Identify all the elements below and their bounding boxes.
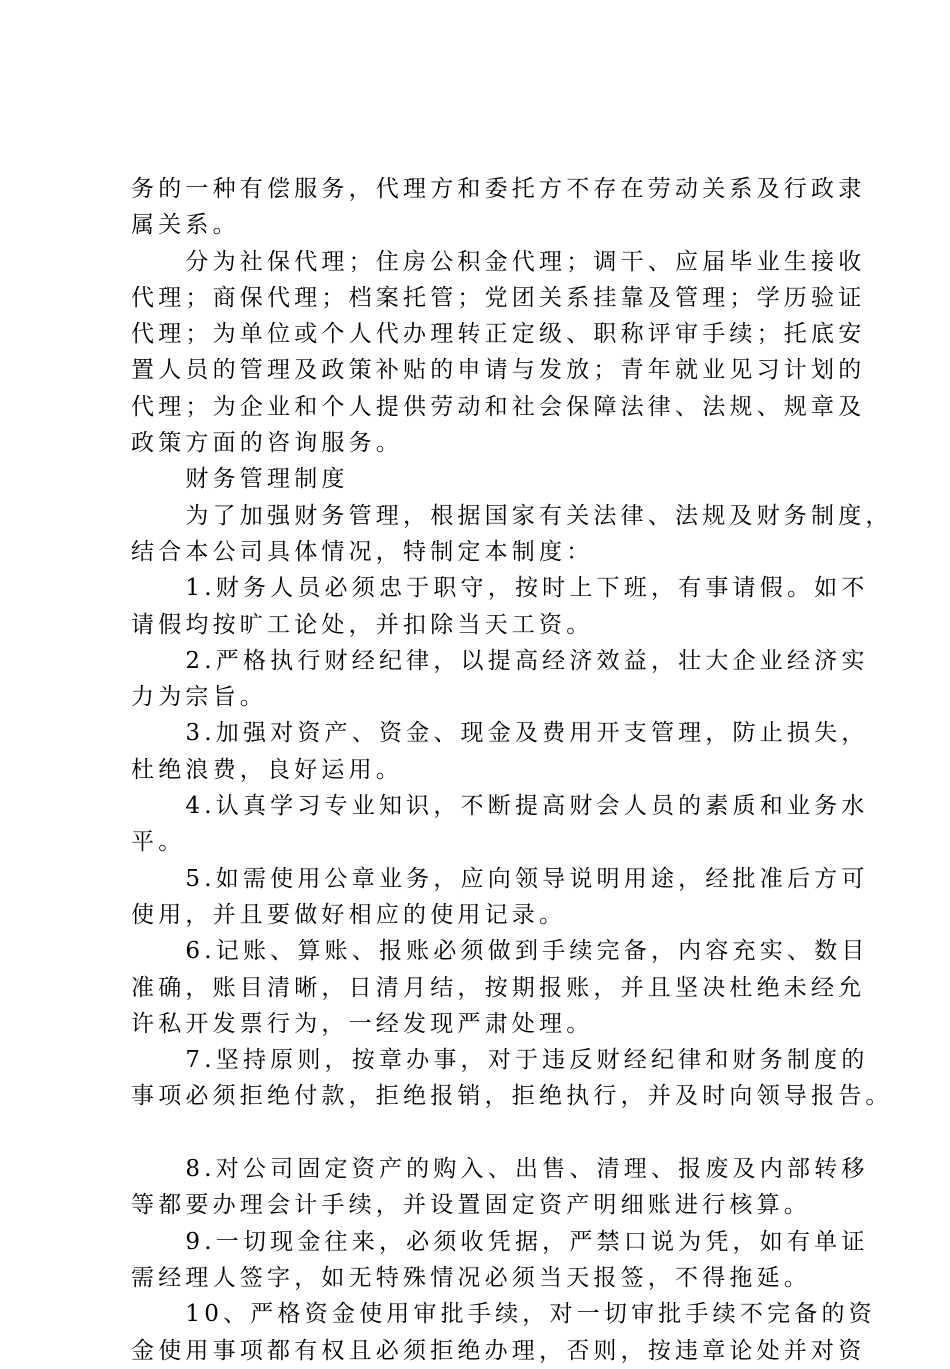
text-line: 2.严格执行财经纪律，以提高经济效益，壮大企业经济实 <box>131 647 869 674</box>
text-line: 3.加强对资产、资金、现金及费用开支管理，防止损失， <box>131 720 869 747</box>
text-line: 事项必须拒绝付款，拒绝报销，拒绝执行，并及时向领导报告。 <box>131 1083 893 1110</box>
text-line: 1.财务人员必须忠于职守，按时上下班，有事请假。如不 <box>131 575 869 602</box>
text-line: 代理；商保代理；档案托管；党团关系挂靠及管理；学历验证 <box>131 284 866 311</box>
text-line: 分为社保代理；住房公积金代理；调干、应届毕业生接收 <box>131 248 866 275</box>
text-line: 平。 <box>131 829 186 856</box>
text-line: 5.如需使用公章业务，应向领导说明用途，经批准后方可 <box>131 865 869 892</box>
text-line: 力为宗旨。 <box>131 684 267 711</box>
text-line: 务的一种有偿服务，代理方和委托方不存在劳动关系及行政隶 <box>131 176 866 202</box>
text-line: 请假均按旷工论处，并扣除当天工资。 <box>131 611 594 638</box>
text-line: 等都要办理会计手续，并设置固定资产明细账进行核算。 <box>131 1192 811 1219</box>
text-line: 属关系。 <box>131 212 240 239</box>
text-line: 6.记账、算账、报账必须做到手续完备，内容充实、数目 <box>131 938 869 965</box>
text-line: 7.坚持原则，按章办事，对于违反财经纪律和财务制度的 <box>131 1047 869 1074</box>
text-line: 8.对公司固定资产的购入、出售、清理、报废及内部转移 <box>131 1156 869 1183</box>
blank-line <box>131 1115 831 1151</box>
text-line: 需经理人签字，如无特殊情况必须当天报签，不得拖延。 <box>131 1264 811 1291</box>
text-line: 9.一切现金往来，必须收凭据，严禁口说为凭，如有单证 <box>131 1228 869 1255</box>
text-line: 使用，并且要做好相应的使用记录。 <box>131 901 567 928</box>
text-line: 置人员的管理及政策补贴的申请与发放；青年就业见习计划的 <box>131 357 866 384</box>
text-line: 许私开发票行为，一经发现严肃处理。 <box>131 1010 594 1037</box>
text-line: 结合本公司具体情况，特制定本制度： <box>131 538 594 565</box>
text-line: 代理；为单位或个人代办理转正定级、职称评审手续；托底安 <box>131 321 866 348</box>
document-body <box>131 171 893 1369</box>
text-line: 金使用事项都有权且必须拒绝办理，否则，按违章论处并对资 <box>131 1337 866 1364</box>
text-line: 杜绝浪费，良好运用。 <box>131 756 403 783</box>
text-line: 准确，账目清晰，日清月结，按期报账，并且坚决杜绝未经允 <box>131 974 866 1001</box>
text-line: 为了加强财务管理，根据国家有关法律、法规及财务制度， <box>131 502 893 529</box>
text-line: 政策方面的咨询服务。 <box>131 430 403 457</box>
section-title: 财务管理制度 <box>131 466 349 493</box>
text-line: 4.认真学习专业知识，不断提高财会人员的素质和业务水 <box>131 793 869 820</box>
text-line: 10、严格资金使用审批手续，对一切审批手续不完备的资 <box>131 1301 876 1328</box>
text-line: 代理；为企业和个人提供劳动和社会保障法律、法规、规章及 <box>131 393 866 420</box>
